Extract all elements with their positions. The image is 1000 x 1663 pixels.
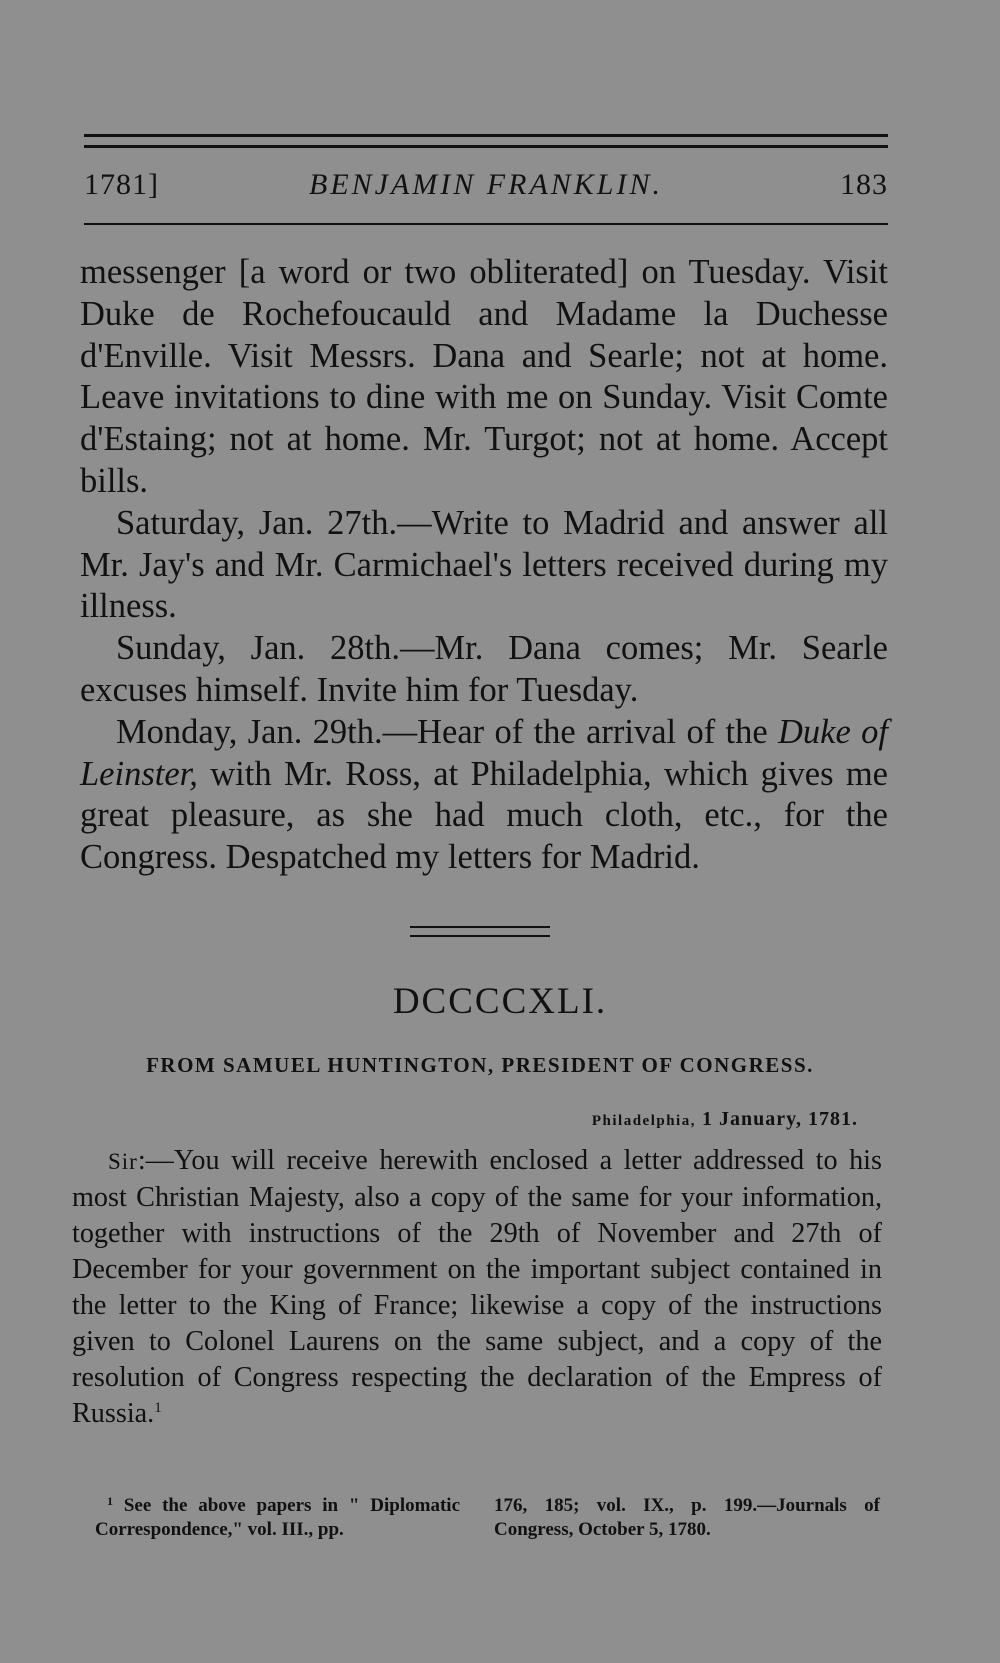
- footnote-right-column: 176, 185; vol. IX., p. 199.—Journals of Congress, October 5, 1780.: [494, 1495, 880, 1540]
- header-rule-bottom: [84, 223, 888, 225]
- journal-text-run: Monday, Jan. 29th.—Hear of the arrival of the: [116, 712, 779, 751]
- letter-heading: FROM SAMUEL HUNTINGTON, PRESIDENT OF CONGRESS.: [146, 1053, 814, 1077]
- header-rule-second: [84, 145, 888, 148]
- journal-paragraph: messenger [a word or two obliterated] on Tuesday. Visit Duke de Rochefoucauld and Madame la Duchesse d'Enville. Visit Messrs. Dana and Searle; not at home. Leave invitations to dine with me on Sunday. Visit Comte d'Estaing; not at home. Mr. Turgot; not at home. Accept bills.: [80, 253, 888, 500]
- ship-name: Duke of Leinster,: [80, 712, 888, 793]
- dateline-date: 1 January, 1781.: [701, 1108, 858, 1130]
- header-rule-top: [84, 134, 888, 137]
- letter-text: :—You will receive herewith enclosed a letter addressed to his most Christian Majesty, also a copy of the same for your information, together with instructions of the 29th of November and 27th of December for your government on the important subject contained in the letter to the King of France; likewise a copy of the instructions given to Colonel Laurens on the same subject, and a copy of the resolution of Congress respecting the declaration of the Empress of Russia.: [72, 1145, 882, 1429]
- section-separator-rule: [410, 926, 550, 928]
- footnote-left-column: [95, 1494, 460, 1542]
- salutation: Sir: [108, 1149, 138, 1174]
- journal-text-run: with Mr. Ross, at Philadelphia, which gives me great pleasure, as she had much cloth, etc., for the Congress. Despatched my letters for Madrid.: [80, 754, 888, 877]
- running-head: [84, 168, 888, 208]
- letter-dateline: [592, 1108, 858, 1131]
- letter-paragraph: [72, 1143, 882, 1432]
- running-head-year: 1781]: [84, 168, 159, 201]
- running-head-title: BENJAMIN FRANKLIN.: [309, 168, 663, 201]
- journal-paragraph: Saturday, Jan. 27th.—Write to Madrid and answer all Mr. Jay's and Mr. Carmichael's letters received during my illness.: [80, 503, 888, 626]
- journal-paragraph: [80, 712, 888, 879]
- dateline-place: Philadelphia,: [591, 1113, 696, 1129]
- journal-text: [80, 252, 888, 879]
- letter-number: DCCCCXLI.: [392, 981, 608, 1022]
- footnote-marker: 1: [107, 1494, 113, 1508]
- letter-body: [72, 1143, 882, 1432]
- page-number: 183: [840, 168, 888, 201]
- journal-paragraph: Sunday, Jan. 28th.—Mr. Dana comes; Mr. Searle excuses himself. Invite him for Tuesday.: [80, 629, 888, 709]
- footnote-reference: 1: [154, 1400, 162, 1416]
- section-separator-rule: [410, 935, 550, 937]
- footnote-text: See the above papers in " Diplomatic Correspondence," vol. III., pp.: [95, 1495, 461, 1540]
